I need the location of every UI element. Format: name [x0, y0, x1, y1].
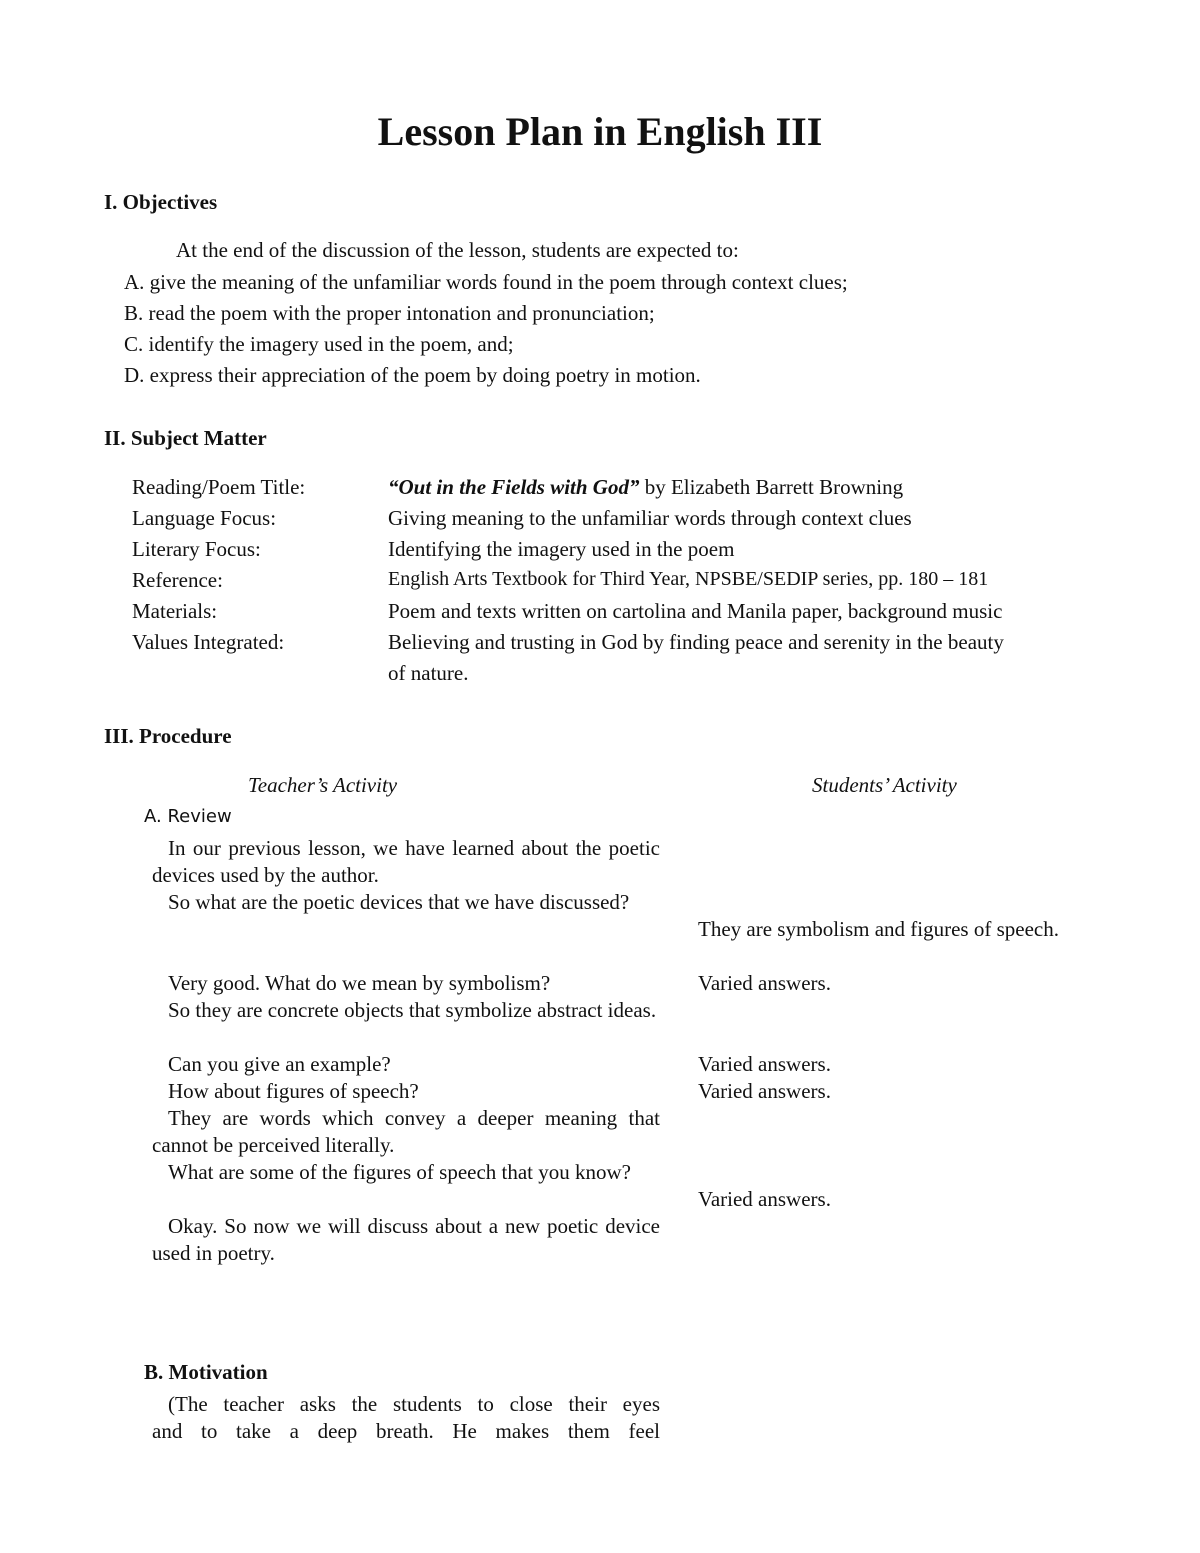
teacher-activity-header: Teacher’s Activity — [248, 773, 398, 797]
subject-matter-heading: II. Subject Matter — [104, 426, 267, 450]
materials-label: Materials: — [132, 599, 218, 623]
objective-item: B. read the poem with the proper intonation and pronunciation; — [124, 301, 655, 325]
poem-title-value — [388, 475, 903, 500]
teacher-line: So they are concrete objects that symbolize abstract ideas. — [168, 998, 657, 1022]
poem-author: by Elizabeth Barrett Browning — [639, 475, 904, 499]
teacher-line: What are some of the figures of speech that you know? — [168, 1160, 632, 1184]
teacher-line: Very good. What do we mean by symbolism? — [168, 971, 551, 995]
students-activity-header: Students’ Activity — [812, 773, 957, 797]
student-line: Varied answers. — [698, 971, 831, 995]
teacher-line: Okay. So now we will discuss about a new poetic device used in poetry. — [152, 1214, 660, 1265]
page-title: Lesson Plan in English III — [377, 109, 823, 154]
objective-item: C. identify the imagery used in the poem, and; — [124, 332, 514, 356]
values-value-line2: of nature. — [388, 661, 469, 685]
literary-focus-value: Identifying the imagery used in the poem — [388, 537, 735, 561]
values-label: Values Integrated: — [132, 630, 285, 654]
poem-title: “Out in the Fields with God” — [388, 475, 640, 499]
teacher-line: How about figures of speech? — [168, 1079, 419, 1103]
motivation-line: (The teacher asks the students to close their eyes — [168, 1392, 660, 1416]
motivation-heading: B. Motivation — [144, 1360, 268, 1384]
language-focus-value: Giving meaning to the unfamiliar words through context clues — [388, 506, 912, 530]
objective-item: D. express their appreciation of the poem by doing poetry in motion. — [124, 363, 701, 387]
language-focus-label: Language Focus: — [132, 506, 277, 530]
objectives-heading: I. Objectives — [104, 190, 218, 214]
values-value-line1: Believing and trusting in God by finding peace and serenity in the beauty — [388, 630, 1004, 654]
reference-label: Reference: — [132, 568, 223, 592]
procedure-heading: III. Procedure — [104, 724, 232, 748]
literary-focus-label: Literary Focus: — [132, 537, 261, 561]
student-line: They are symbolism and figures of speech. — [698, 917, 1059, 941]
teacher-line: They are words which convey a deeper meaning that cannot be perceived literally. — [152, 1106, 660, 1157]
teacher-line: Can you give an example? — [168, 1052, 391, 1076]
teacher-line: So what are the poetic devices that we have discussed? — [168, 890, 630, 914]
poem-title-label: Reading/Poem Title: — [132, 475, 306, 499]
review-heading: A. Review — [144, 806, 232, 827]
student-line: Varied answers. — [698, 1187, 831, 1211]
student-line: Varied answers. — [698, 1052, 831, 1076]
materials-value: Poem and texts written on cartolina and Manila paper, background music — [388, 599, 1003, 623]
objective-item: A. give the meaning of the unfamiliar words found in the poem through context clues; — [124, 270, 848, 294]
objectives-intro: At the end of the discussion of the lesson, students are expected to: — [176, 238, 739, 262]
teacher-line: In our previous lesson, we have learned about the poetic devices used by the author. — [152, 836, 660, 887]
student-line: Varied answers. — [698, 1079, 831, 1103]
reference-value: English Arts Textbook for Third Year, NPSBE/SEDIP series, pp. 180 – 181 — [388, 568, 989, 590]
motivation-line: and to take a deep breath. He makes them feel — [152, 1419, 660, 1443]
